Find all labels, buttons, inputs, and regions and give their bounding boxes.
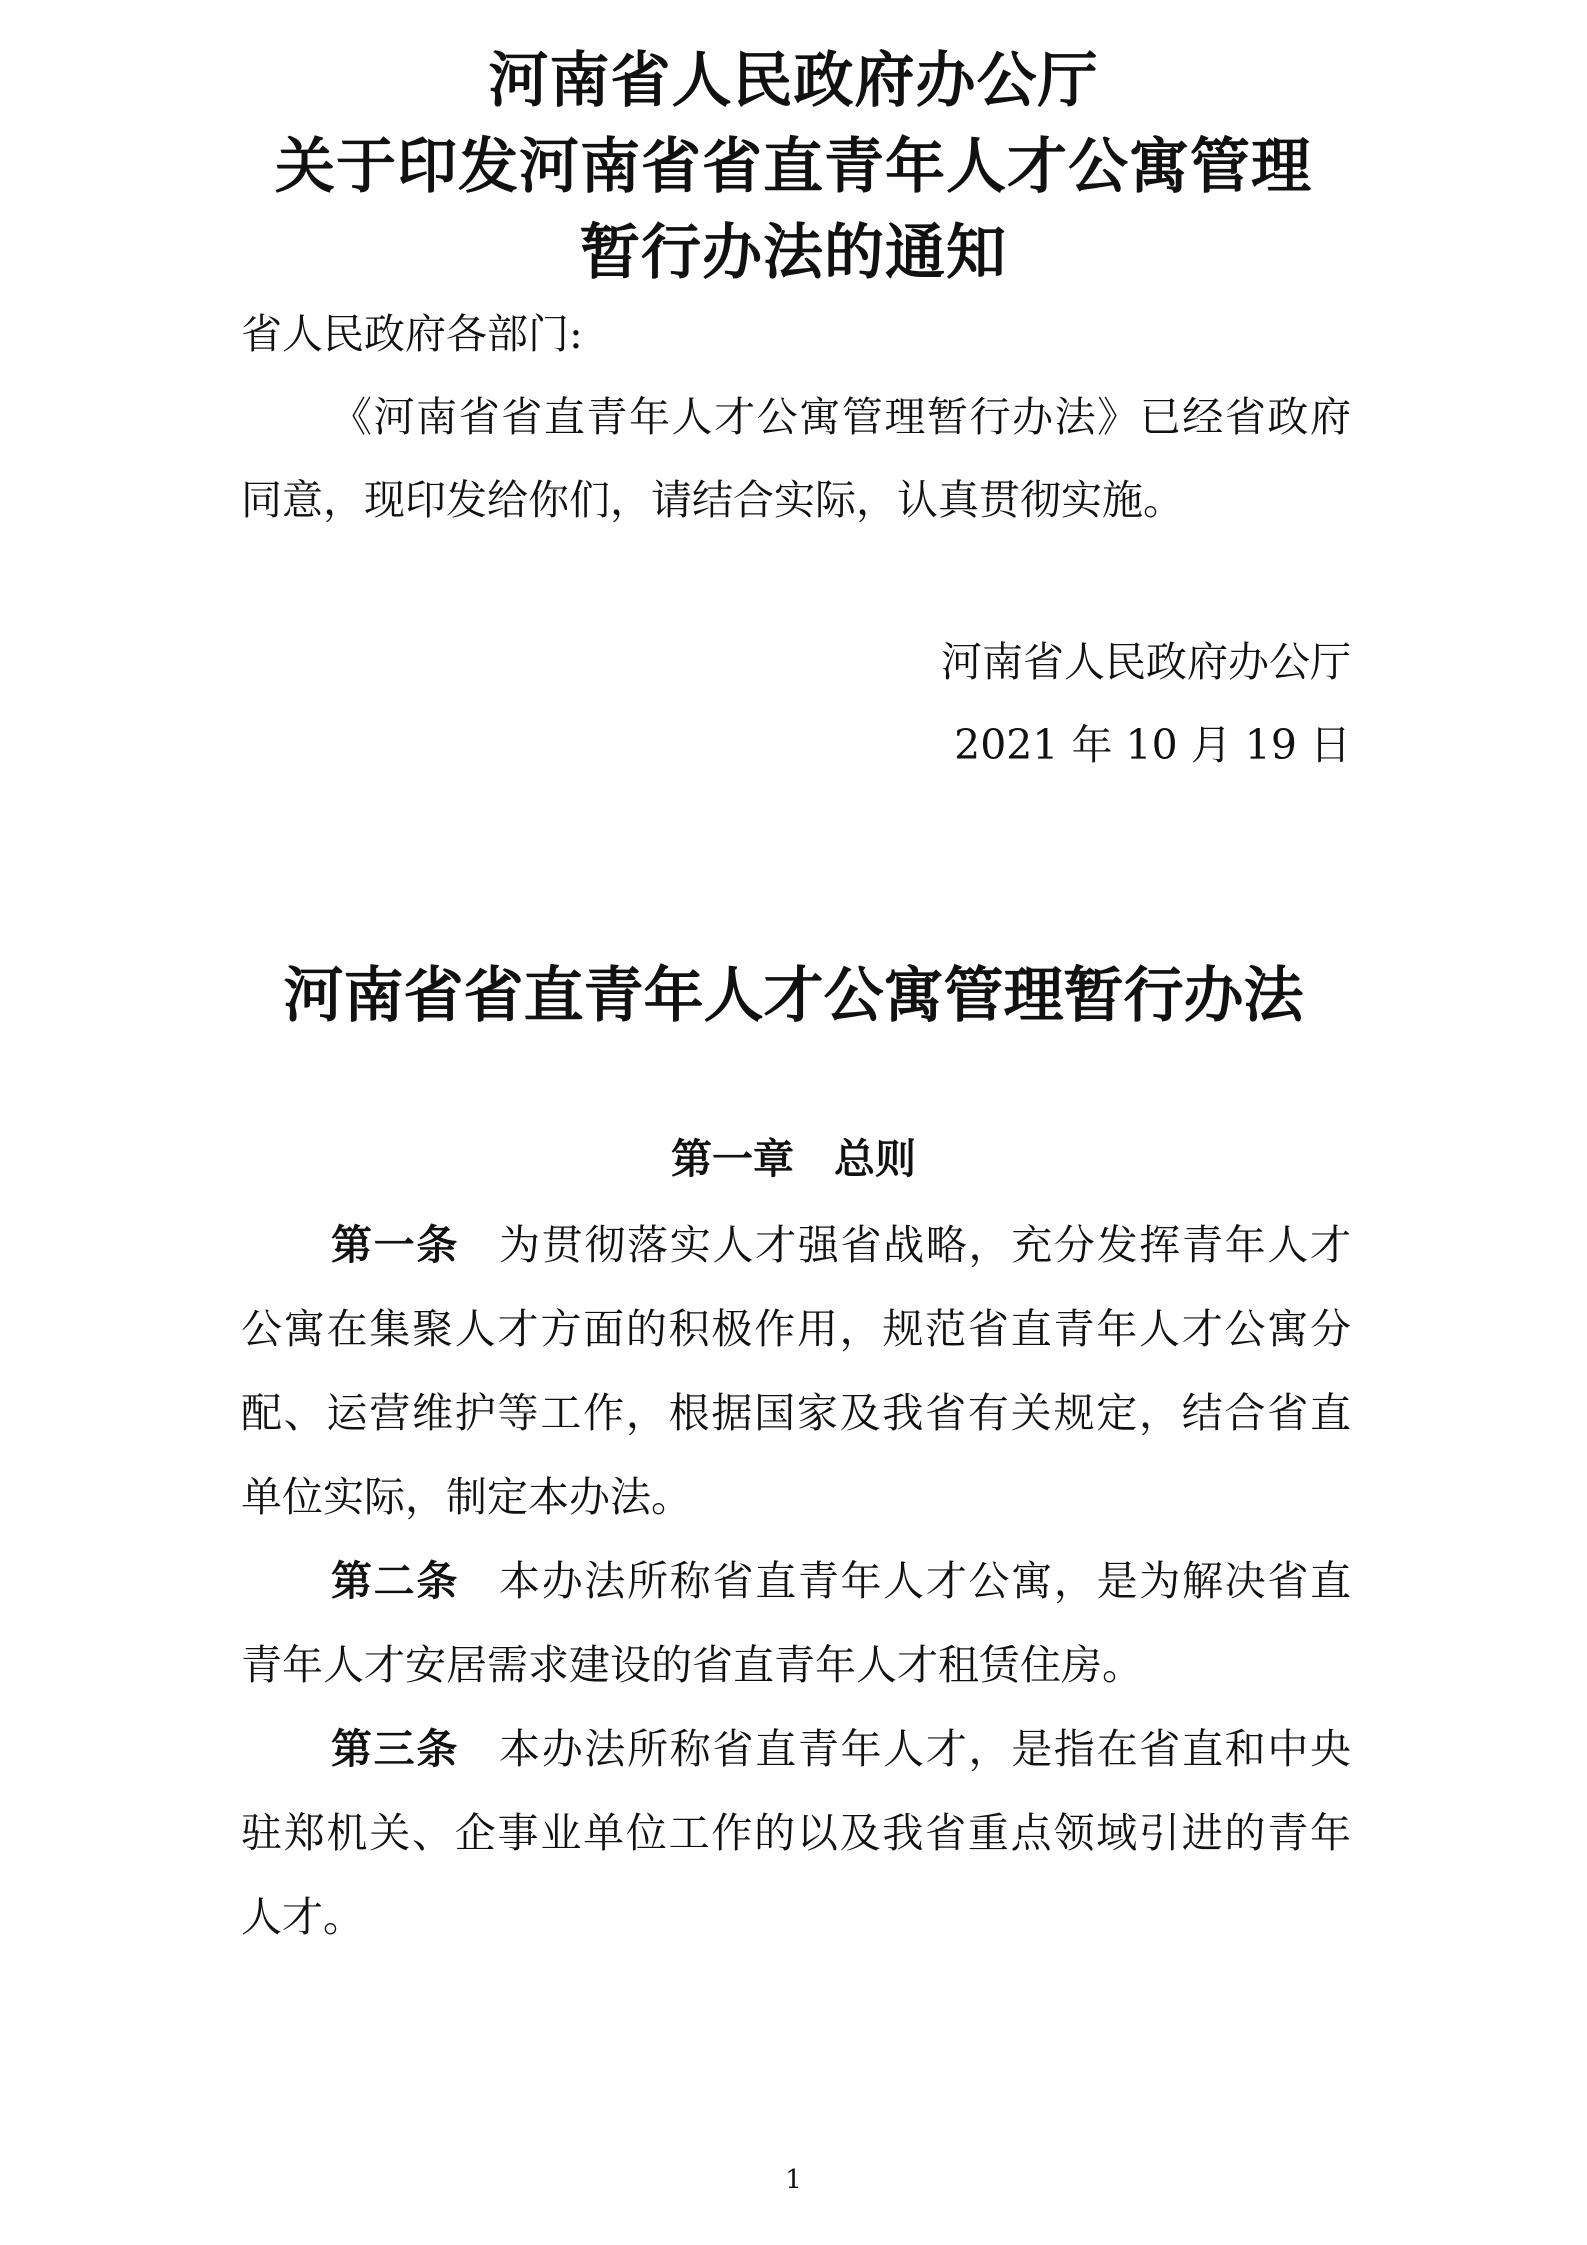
- measures-title: 河南省省直青年人才公寓管理暂行办法: [283, 961, 1304, 1031]
- article-2-line: [241, 1539, 1351, 1623]
- article-1-line: 单位实际，制定本办法。: [241, 1473, 692, 1521]
- notice-title-line: 暂行办法的通知: [580, 218, 1007, 288]
- article-1-line: 配、运营维护等工作，根据国家及我省有关规定，结合省直: [241, 1389, 1351, 1437]
- page-number: 1: [785, 2165, 802, 2195]
- article-label: 第三条: [331, 1725, 460, 1773]
- article-3-line: 人才。: [241, 1893, 364, 1941]
- notice-issuer: 河南省人民政府办公厅: [941, 638, 1351, 686]
- chapter-heading: [0, 1117, 1587, 1201]
- article-text: 本办法所称省直青年人才，是指在省直和中央: [499, 1725, 1351, 1773]
- chapter-number: 第一章: [671, 1135, 794, 1183]
- article-label: 第一条: [331, 1221, 460, 1269]
- article-3-line: 驻郑机关、企事业单位工作的以及我省重点领域引进的青年: [241, 1809, 1351, 1857]
- notice-title: [0, 38, 1587, 296]
- article-text: 为贯彻落实人才强省战略，充分发挥青年人才: [499, 1221, 1351, 1269]
- article-1-line: [241, 1203, 1351, 1287]
- notice-date: 2021 年 10 月 19 日: [954, 721, 1351, 769]
- notice-body-line: 同意，现印发给你们，请结合实际，认真贯彻实施。: [241, 476, 1184, 524]
- article-2-line: 青年人才安居需求建设的省直青年人才租赁住房。: [241, 1641, 1143, 1689]
- article-3-line: [241, 1707, 1351, 1791]
- chapter-name: 总则: [834, 1135, 916, 1183]
- notice-addressee: 省人民政府各部门:: [241, 310, 583, 358]
- notice-title-line: 河南省人民政府办公厅: [488, 46, 1099, 116]
- article-1-line: 公寓在集聚人才方面的积极作用，规范省直青年人才公寓分: [241, 1305, 1351, 1353]
- article-text: 本办法所称省直青年人才公寓，是为解决省直: [499, 1557, 1351, 1605]
- article-label: 第二条: [331, 1557, 460, 1605]
- notice-title-line: 关于印发河南省省直青年人才公寓管理: [275, 132, 1312, 202]
- notice-body-line: 《河南省省直青年人才公寓管理暂行办法》已经省政府: [331, 393, 1351, 441]
